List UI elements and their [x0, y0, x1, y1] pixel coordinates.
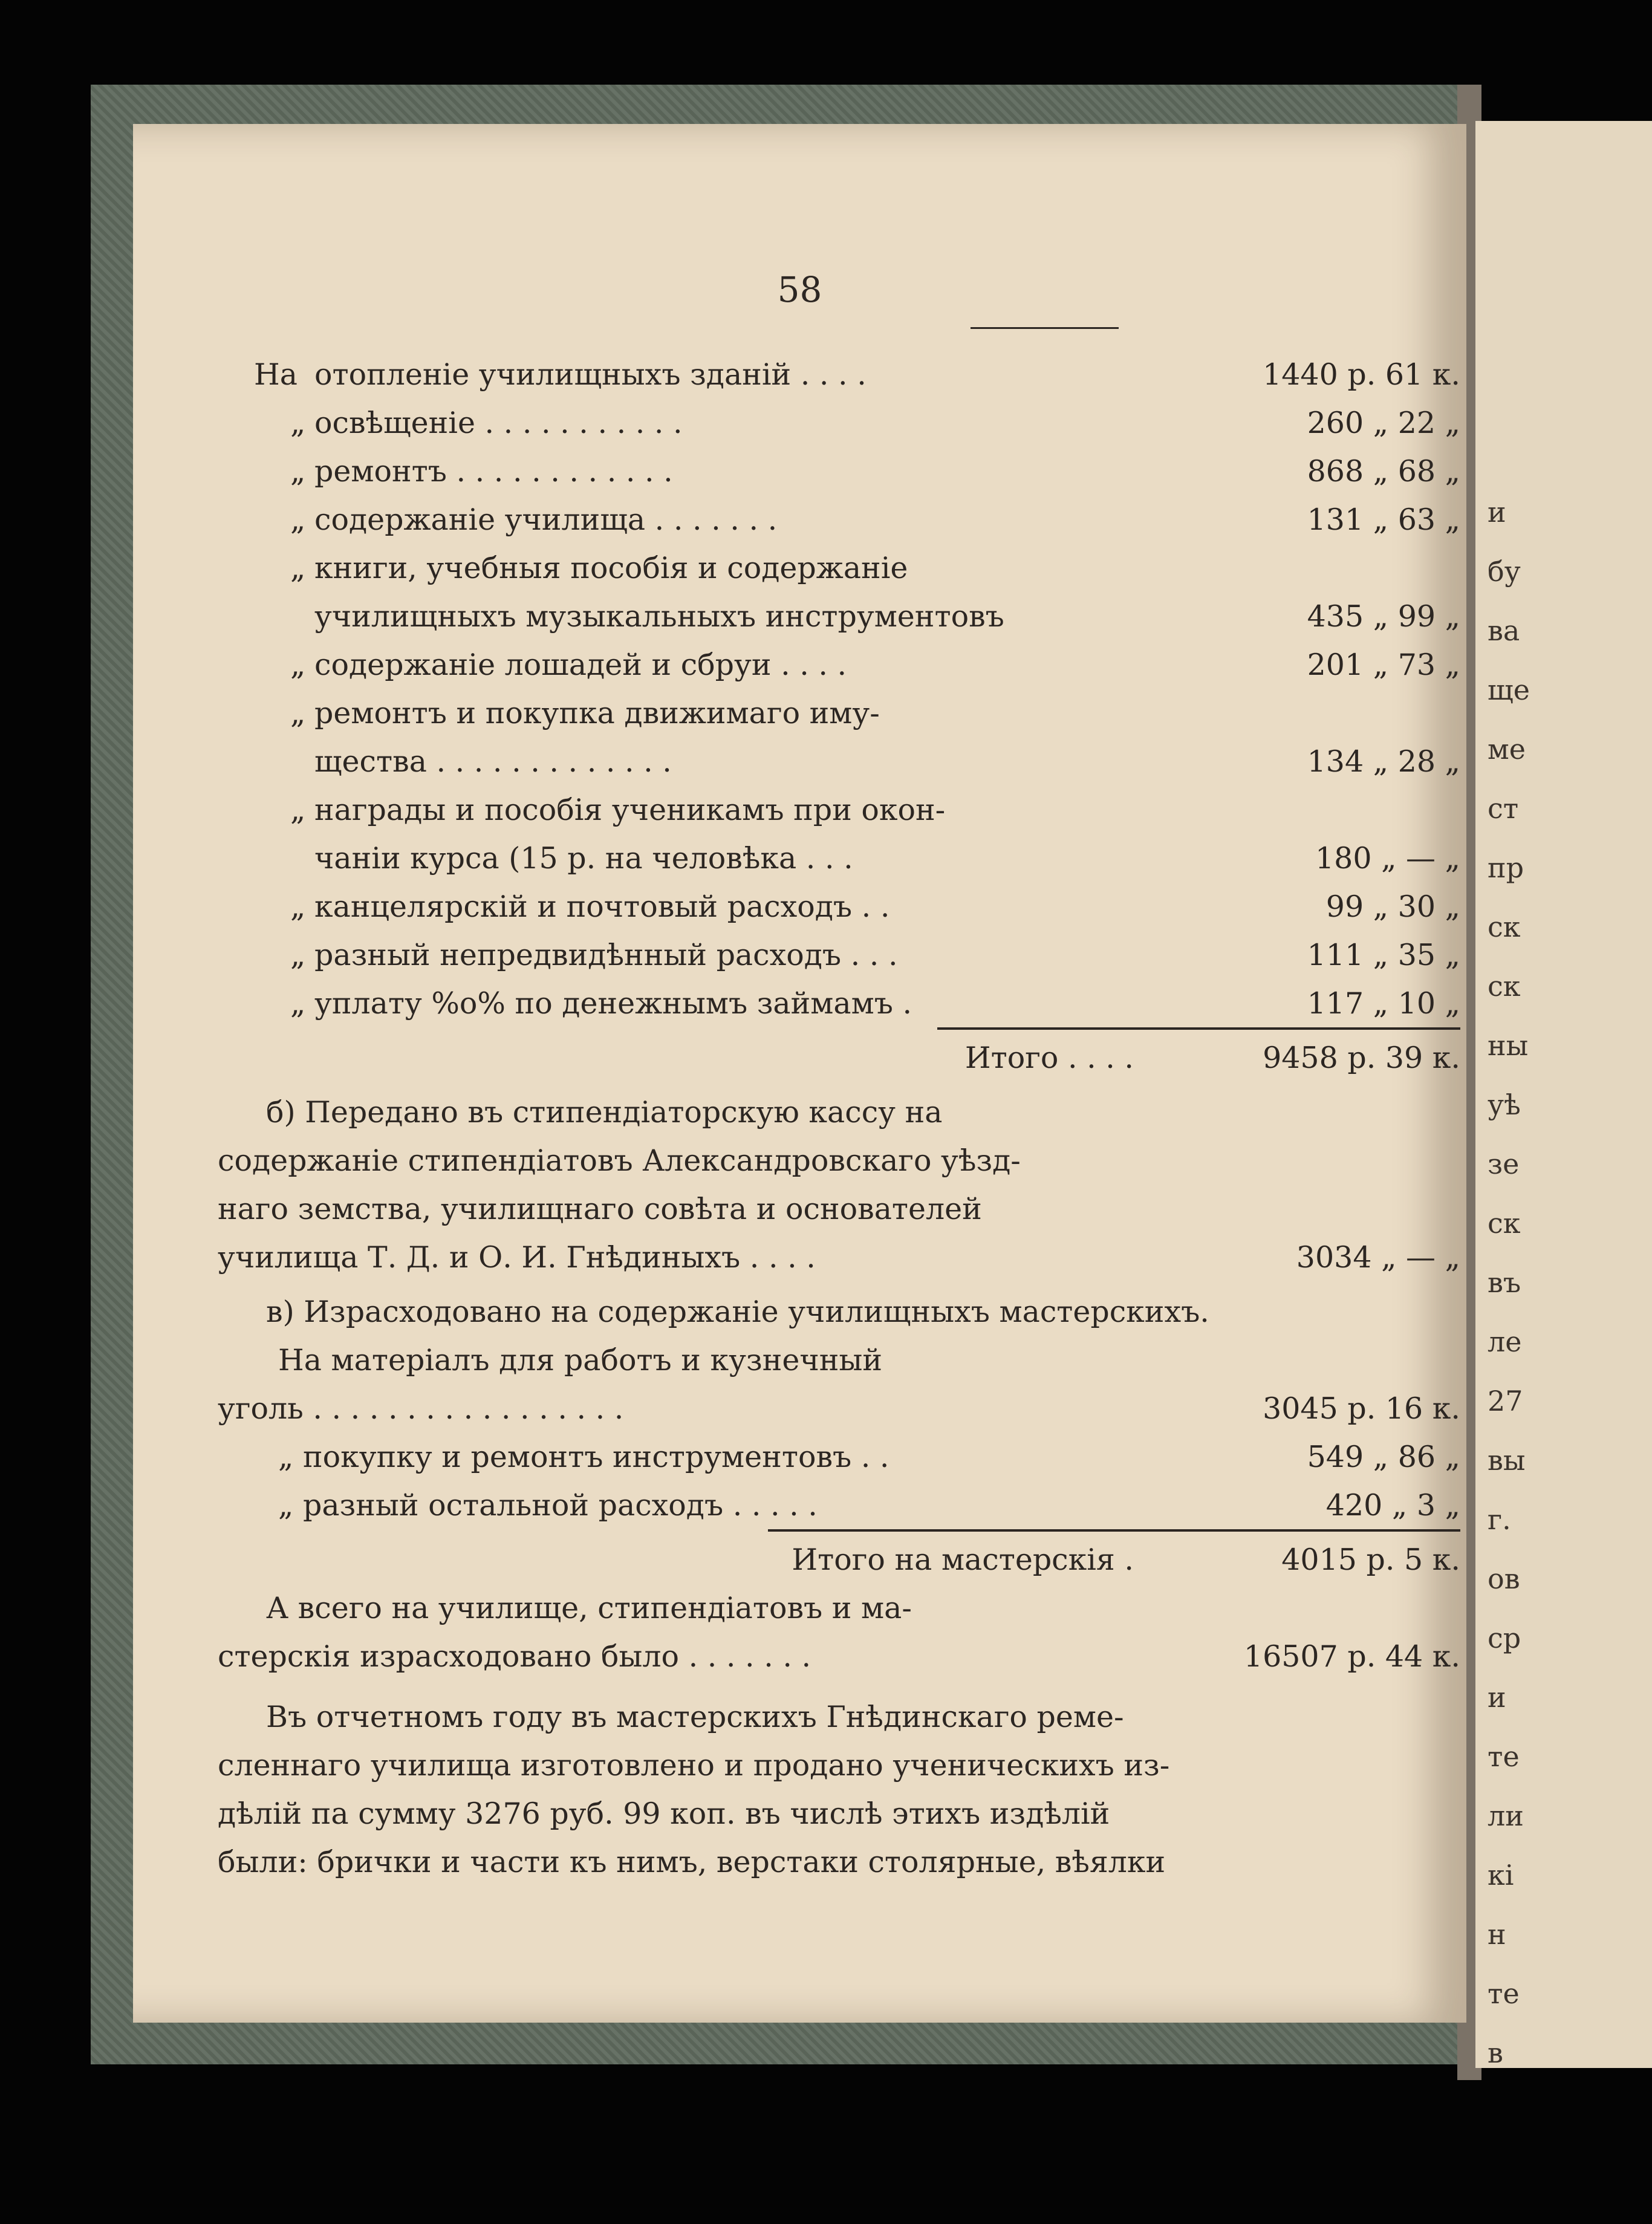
line-amount: 111 „ 35 „ [1307, 938, 1460, 972]
section-b-line [218, 1188, 1460, 1231]
total-2-line [218, 1539, 1460, 1581]
right-page-fragment: 27 [1488, 1385, 1523, 1417]
grand-total-last-line [218, 1636, 1460, 1678]
expense-line [290, 402, 1460, 444]
right-page-fragment: и [1488, 1681, 1506, 1714]
line-text: училища Т. Д. и О. И. Гнѣдиныхъ . . . . [218, 1240, 816, 1275]
line-text: разный непредвидѣнный расходъ . . . [314, 938, 898, 972]
line-text: в) Израсходовано на содержаніе училищныхъ мастерскихъ. [266, 1295, 1209, 1329]
total-2-rule [768, 1529, 1460, 1532]
line-text: освѣщеніе . . . . . . . . . . . [314, 406, 683, 440]
right-page-fragment: те [1488, 1977, 1520, 2010]
ditto-mark: „ [290, 502, 306, 537]
line-text: ремонтъ и покупка движимаго иму- [314, 696, 880, 730]
line-text: содержаніе училища . . . . . . . [314, 502, 778, 537]
page-number: 58 [777, 269, 822, 310]
line-amount: 260 „ 22 „ [1307, 406, 1460, 440]
expense-line [314, 596, 1460, 638]
paragraph-line [218, 1841, 1460, 1884]
line-text: книги, учебныя пособія и содержаніе [314, 551, 908, 585]
right-page-fragment: те [1488, 1740, 1520, 1773]
right-page-fragment: вы [1488, 1444, 1526, 1477]
grand-total-line [266, 1587, 1460, 1630]
right-page-fragment: бу [1488, 555, 1521, 588]
line-text: уголь . . . . . . . . . . . . . . . . . [218, 1391, 624, 1426]
right-page-fragment: ны [1488, 1029, 1529, 1062]
section-c-title [266, 1291, 1460, 1333]
line-amount: 16507 р. 44 к. [1243, 1639, 1460, 1674]
line-text: награды и пособія ученикамъ при окон- [314, 793, 946, 827]
line-text: дѣлій па сумму 3276 руб. 99 коп. въ числѣ этихъ издѣлій [218, 1796, 1110, 1831]
line-amount: 549 „ 86 „ [1307, 1440, 1460, 1474]
line-amount: 868 „ 68 „ [1307, 454, 1460, 489]
right-page-fragment: зе [1488, 1148, 1520, 1180]
section-b-line [266, 1091, 1460, 1134]
right-page-fragment: ва [1488, 614, 1520, 647]
line-text: училищныхъ музыкальныхъ инструментовъ [314, 599, 1004, 634]
expense-line [254, 354, 1460, 396]
line-amount: 134 „ 28 „ [1307, 744, 1460, 779]
right-page-fragment: ск [1488, 970, 1521, 1003]
line-text: наго земства, училищнаго совѣта и основателей [218, 1192, 982, 1226]
line-text: содержаніе лошадей и сбруи . . . . [314, 648, 847, 682]
line-text: содержаніе стипендіатовъ Александровскаго уѣзд- [218, 1143, 1021, 1178]
ditto-mark: „ [290, 551, 306, 585]
ditto-mark: „ [290, 696, 306, 730]
right-page-fragment: н [1488, 1918, 1506, 1951]
right-page-fragment: ли [1488, 1800, 1524, 1832]
line-text: стерскія израсходовано было . . . . . . . [218, 1639, 811, 1674]
line-text: отопленіе училищныхъ зданій . . . . [314, 357, 867, 392]
line-text: А всего на училище, стипендіатовъ и ма- [266, 1591, 912, 1625]
line-amount: 4015 р. 5 к. [1281, 1543, 1460, 1577]
line-text: „ покупку и ремонтъ инструментовъ . . [278, 1440, 889, 1474]
right-page-fragment: ще [1488, 674, 1530, 706]
line-text: ремонтъ . . . . . . . . . . . . [314, 454, 673, 489]
right-page-fragment: в [1488, 2037, 1503, 2069]
right-page-fragment: уѣ [1488, 1088, 1521, 1121]
line-text: канцелярскій и почтовый расходъ . . [314, 889, 890, 924]
expense-line [314, 741, 1460, 783]
total-rule [937, 1027, 1460, 1030]
line-text: Итого . . . . [964, 1041, 1134, 1075]
section-b-line [218, 1140, 1460, 1182]
ditto-mark: „ [290, 986, 306, 1021]
expense-line [290, 934, 1460, 977]
line-text: Въ отчетномъ году въ мастерскихъ Гнѣдинскаго реме- [266, 1700, 1124, 1734]
right-page-fragment: ср [1488, 1622, 1521, 1654]
expense-line [290, 547, 1460, 590]
expense-line [290, 450, 1460, 493]
line-text: „ разный остальной расходъ . . . . . [278, 1488, 818, 1523]
expense-line [290, 499, 1460, 541]
right-page-fragment: ст [1488, 792, 1519, 825]
right-page-fragment: ов [1488, 1562, 1520, 1595]
line-amount: 420 „ 3 „ [1325, 1488, 1460, 1523]
expense-line [290, 983, 1460, 1025]
ditto-mark: „ [290, 793, 306, 827]
ditto-mark: На [254, 357, 298, 392]
line-amount: 435 „ 99 „ [1307, 599, 1460, 634]
total-1-line [218, 1037, 1460, 1079]
line-amount: 9458 р. 39 к. [1263, 1041, 1460, 1075]
right-page-fragment: г. [1488, 1503, 1511, 1536]
right-page-fragment: ле [1488, 1325, 1522, 1358]
right-page-fragment: кі [1488, 1859, 1514, 1891]
ditto-mark: „ [290, 406, 306, 440]
line-text: были: брички и части къ нимъ, верстаки столярные, вѣялки [218, 1845, 1166, 1879]
right-page [1475, 121, 1652, 2068]
line-text: уплату %о% по денежнымъ займамъ . [314, 986, 912, 1021]
right-page-fragment: въ [1488, 1266, 1521, 1299]
paragraph-line [266, 1696, 1460, 1738]
workshop-line [218, 1388, 1460, 1430]
page-number-rule [971, 327, 1119, 329]
paragraph-line [218, 1793, 1460, 1835]
expense-line [290, 886, 1460, 928]
workshop-line [278, 1339, 1460, 1382]
line-text: Итого на мастерскія . [792, 1543, 1134, 1577]
right-page-fragment: ме [1488, 733, 1526, 766]
section-b-last-line [218, 1237, 1460, 1279]
line-amount: 99 „ 30 „ [1325, 889, 1460, 924]
ditto-mark: „ [290, 938, 306, 972]
paragraph-line [218, 1744, 1460, 1787]
expense-line [290, 644, 1460, 686]
line-amount: 131 „ 63 „ [1307, 502, 1460, 537]
ditto-mark: „ [290, 889, 306, 924]
line-text: б) Передано въ стипендіаторскую кассу на [266, 1095, 943, 1130]
right-page-fragment: пр [1488, 851, 1524, 884]
line-amount: 3045 р. 16 к. [1263, 1391, 1460, 1426]
line-amount: 1440 р. 61 к. [1263, 357, 1460, 392]
ditto-mark: „ [290, 648, 306, 682]
line-amount: 3034 „ — „ [1296, 1240, 1460, 1275]
right-page-fragment: ск [1488, 911, 1521, 943]
right-page-fragment: ск [1488, 1207, 1521, 1240]
line-text: чаніи курса (15 р. на человѣка . . . [314, 841, 853, 876]
expense-line [290, 692, 1460, 735]
line-text: сленнаго училища изготовлено и продано ученическихъ из- [218, 1748, 1170, 1783]
workshop-line [278, 1436, 1460, 1478]
line-text: На матеріалъ для работъ и кузнечный [278, 1343, 883, 1377]
expense-line [290, 789, 1460, 831]
workshop-line [278, 1484, 1460, 1527]
left-page [133, 124, 1466, 2023]
right-page-fragment: и [1488, 496, 1506, 528]
line-amount: 180 „ — „ [1315, 841, 1460, 876]
line-text: щества . . . . . . . . . . . . . [314, 744, 672, 779]
expense-line [314, 837, 1460, 880]
ditto-mark: „ [290, 454, 306, 489]
line-amount: 117 „ 10 „ [1307, 986, 1460, 1021]
line-amount: 201 „ 73 „ [1307, 648, 1460, 682]
